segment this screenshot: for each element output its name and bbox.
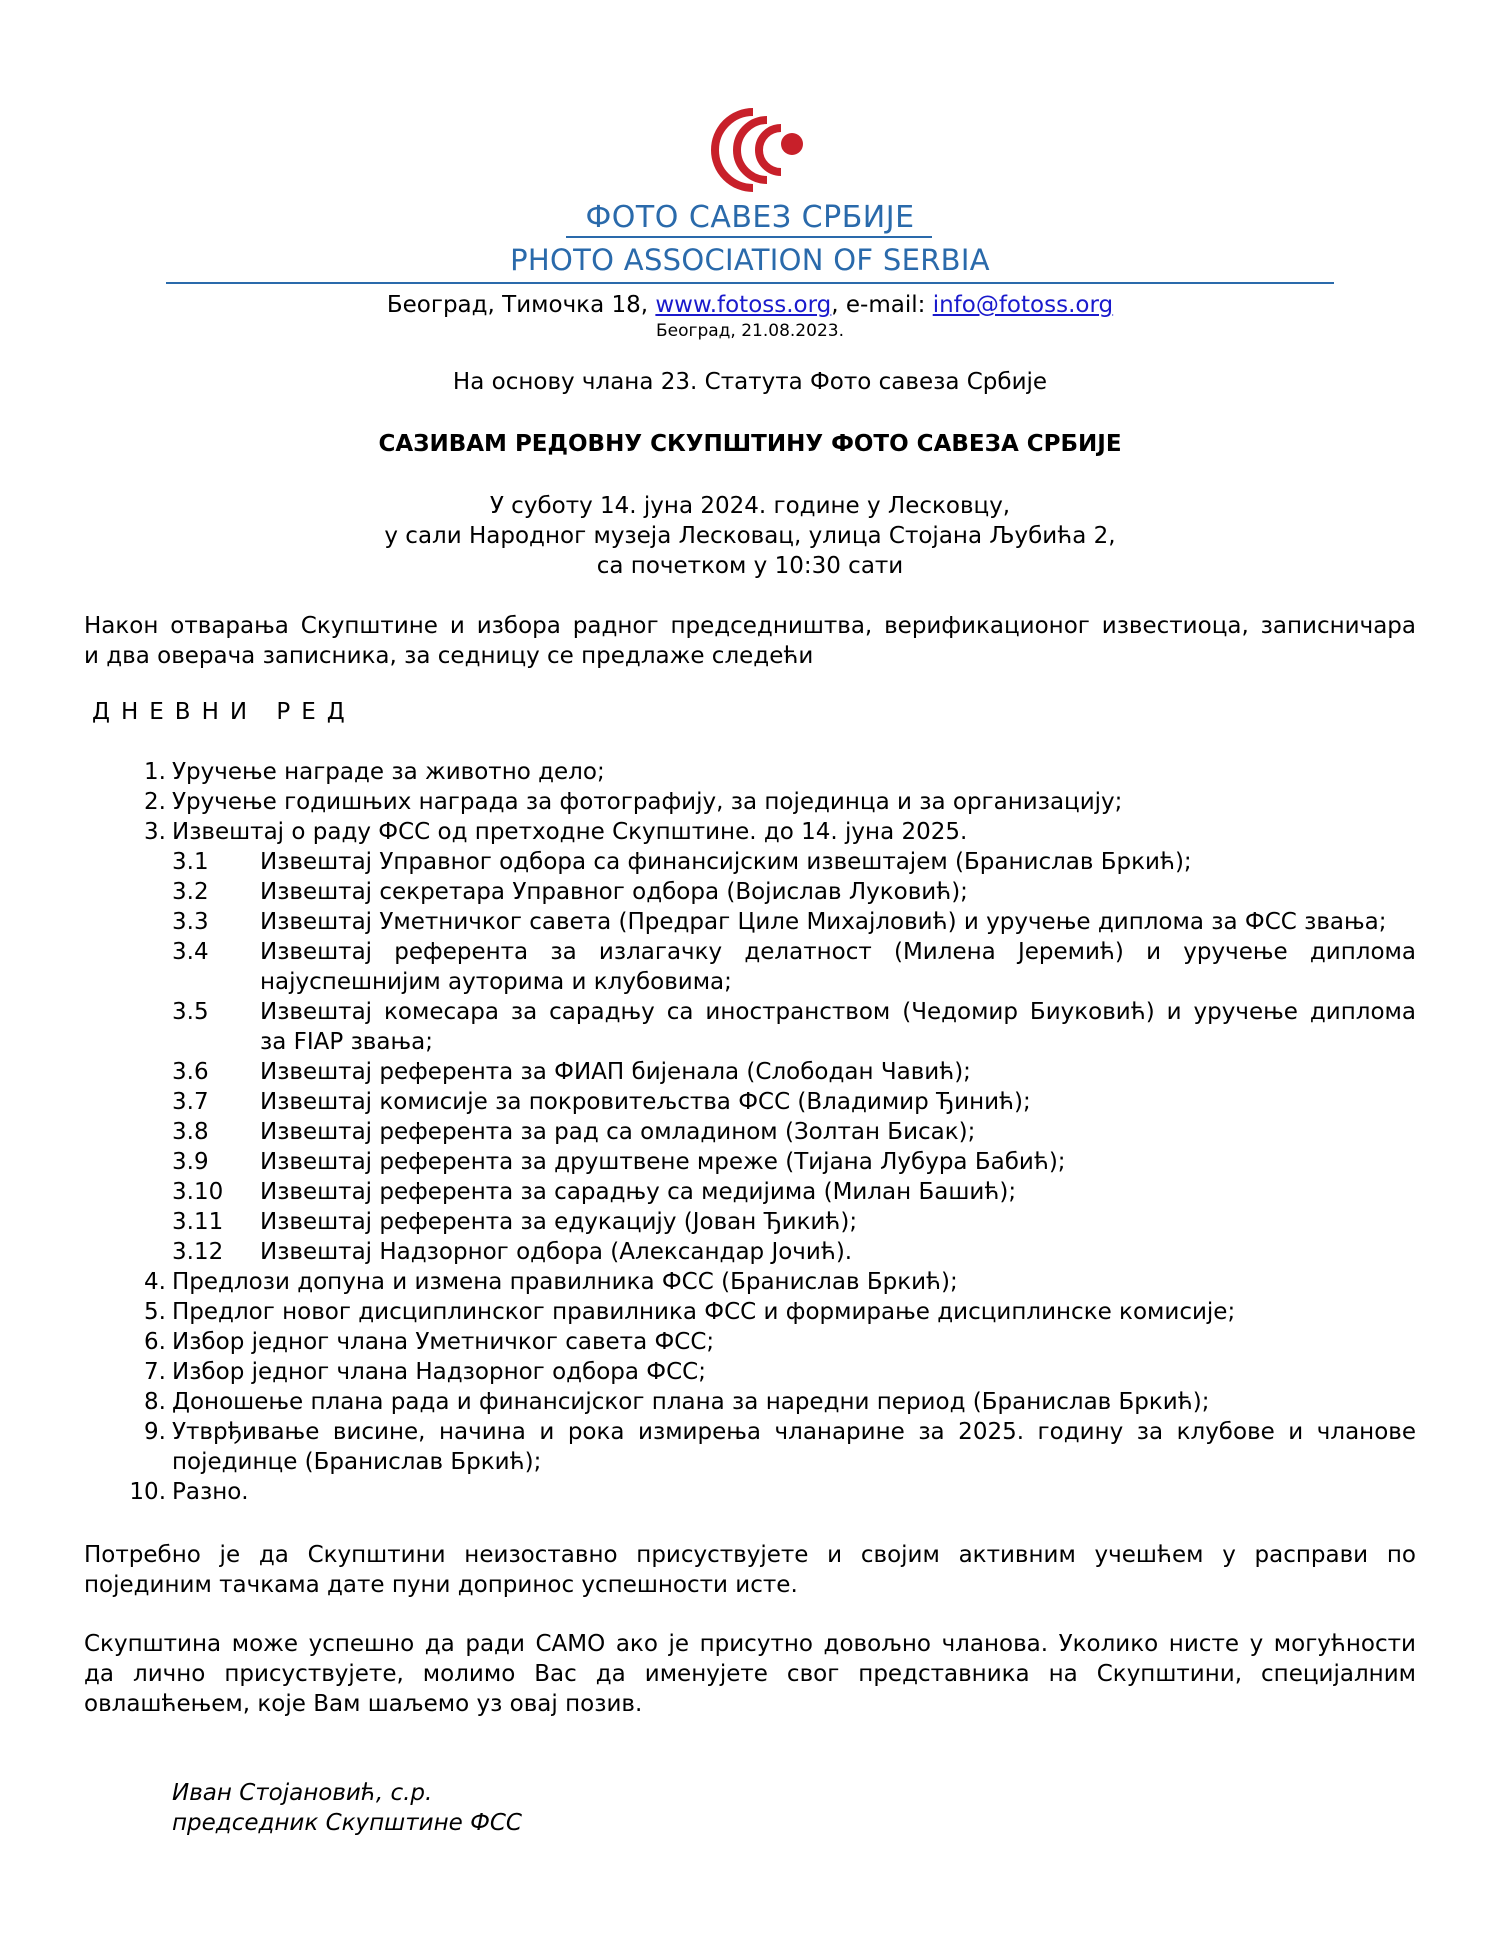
agenda-item-number: 4.: [144, 1269, 166, 1295]
org-name-serbian: ФОТО САВЕЗ СРБИЈЕ: [585, 200, 915, 235]
signature-name: Иван Стојановић, с.р.: [172, 1780, 433, 1806]
agenda-subitem-number: 3.5: [172, 999, 209, 1025]
header-divider: [166, 282, 1334, 284]
agenda-item: [0, 787, 1500, 817]
agenda-item-number: 8.: [144, 1389, 166, 1415]
agenda-item: [0, 1417, 1500, 1477]
agenda-item-number: 6.: [144, 1329, 166, 1355]
agenda-subitem: [0, 877, 1500, 907]
agenda-item: [0, 1267, 1500, 1297]
agenda-subitem-number: 3.6: [172, 1059, 209, 1085]
agenda-subitem-number: 3.8: [172, 1119, 209, 1145]
closing-paragraph-1: [84, 1540, 1416, 1600]
signature-title: председник Скупштине ФСС: [172, 1810, 522, 1836]
agenda-subitem-text: Извештај Уметничког савета (Предраг Циле Михајловић) и уручење диплома за ФСС звања;: [260, 909, 1387, 935]
agenda-subitem: [0, 1057, 1500, 1087]
agenda-item: [0, 1477, 1500, 1507]
agenda-title: ДНЕВНИ РЕД: [92, 699, 356, 725]
agenda-subitem: [0, 997, 1500, 1057]
meeting-line-2: у сали Народног музеја Лесковац, улица Стојана Љубића 2,: [384, 523, 1116, 549]
document-date: Београд, 21.08.2023.: [656, 321, 844, 341]
agenda-item-text: Предлози допуна и измена правилника ФСС (Бранислав Бркић);: [172, 1269, 958, 1295]
agenda-item-number: 10.: [129, 1479, 166, 1505]
intro-line-1: Након отварања Скупштине и избора радног председништва, верификационог известиоца, записничара: [84, 613, 1416, 639]
agenda-subitem-number: 3.7: [172, 1089, 209, 1115]
closing-paragraph-2: [84, 1629, 1416, 1719]
closing1-line-1: Потребно је да Скупштини неизоставно присуствујете и својим активним учешћем у расправи по: [84, 1542, 1416, 1568]
agenda-item-text: Избор једног члана Надзорног одбора ФСС;: [172, 1359, 706, 1385]
agenda-item-text: Доношење плана рада и финансијског плана за наредни период (Бранислав Бркић);: [172, 1389, 1210, 1415]
agenda-item: [0, 1357, 1500, 1387]
agenda-item: [0, 1327, 1500, 1357]
agenda-item-text: Предлог новог дисциплинског правилника ФСС и формирање дисциплинске комисије;: [172, 1299, 1236, 1325]
agenda-item: [0, 817, 1500, 847]
closing1-line-2: појединим тачкама дате пуни допринос успешности исте.: [84, 1572, 798, 1598]
agenda-subitem-number: 3.10: [172, 1179, 224, 1205]
agenda-item-text: Утврђивање висине, начина и рока измирења чланарине за 2025. годину за клубове и чланове: [172, 1419, 1416, 1445]
agenda-item-number: 1.: [144, 759, 166, 785]
agenda-item-number: 3.: [144, 819, 166, 845]
intro-line-2: и два оверача записника, за седницу се предлаже следећи: [84, 643, 814, 669]
agenda-item: [0, 1387, 1500, 1417]
agenda-item-text: Уручење годишњих награда за фотографију, за појединца и за организацију;: [172, 789, 1123, 815]
agenda-subitem-number: 3.12: [172, 1239, 224, 1265]
closing2-line-1: Скупштина може успешно да ради САМО ако је присутно довољно чланова. Уколико нисте у могућности: [84, 1631, 1416, 1657]
agenda-subitem-number: 3.9: [172, 1149, 209, 1175]
agenda-subitem-number: 3.1: [172, 849, 209, 875]
agenda-subitem-text: Извештај референта за друштвене мреже (Тијана Лубура Бабић);: [260, 1149, 1066, 1175]
intro-paragraph: [84, 611, 1416, 671]
agenda-subitem-number: 3.11: [172, 1209, 224, 1235]
preamble: На основу члана 23. Статута Фото савеза Србије: [452, 369, 1048, 395]
agenda-subitem-text: Извештај секретара Управног одбора (Војислав Луковић);: [260, 879, 968, 905]
agenda-item-number: 7.: [144, 1359, 166, 1385]
agenda-item-text: појединце (Бранислав Бркић);: [172, 1449, 542, 1475]
agenda-item-number: 9.: [144, 1419, 166, 1445]
agenda-item-text: Разно.: [172, 1479, 249, 1505]
agenda-item-number: 5.: [144, 1299, 166, 1325]
agenda-subitem-text: Извештај комесара за сарадњу са иностранством (Чедомир Биуковић) и уручење диплома: [260, 999, 1416, 1025]
agenda-subitem-text: Извештај Надзорног одбора (Александар Јочић).: [260, 1239, 853, 1265]
agenda-subitem-text: Извештај референта за рад са омладином (Золтан Бисак);: [260, 1119, 976, 1145]
agenda-subitem-text: Извештај референта за излагачку делатност (Милена Јеремић) и уручење диплома: [260, 939, 1416, 965]
agenda-item-number: 2.: [144, 789, 166, 815]
agenda-subitem: [0, 1147, 1500, 1177]
address-line: [0, 290, 1500, 320]
agenda-subitem-text: Извештај Управног одбора са финансијским извештајем (Бранислав Бркић);: [260, 849, 1192, 875]
agenda-subitem: [0, 1087, 1500, 1117]
header-divider-short: [566, 236, 932, 238]
email-link[interactable]: info@fotoss.org: [932, 292, 1114, 318]
agenda-subitem: [0, 907, 1500, 937]
agenda-subitem-text: Извештај референта за едукацију (Јован Ђикић);: [260, 1209, 858, 1235]
agenda-subitem-text: Извештај референта за ФИАП бијенала (Слободан Чавић);: [260, 1059, 971, 1085]
agenda-item: [0, 757, 1500, 787]
address-text: Београд, Тимочка 18,: [386, 292, 656, 318]
document-heading: САЗИВАМ РЕДОВНУ СКУПШТИНУ ФОТО САВЕЗА СРБИЈЕ: [378, 431, 1122, 457]
agenda-subitem-text: најуспешнијим ауторима и клубовима;: [260, 969, 732, 995]
photo-association-logo: [693, 84, 811, 202]
agenda-subitem-number: 3.2: [172, 879, 209, 905]
agenda-subitem: [0, 847, 1500, 877]
agenda-subitem: [0, 1207, 1500, 1237]
meeting-line-1: У суботу 14. јуна 2024. године у Лесковцу,: [489, 493, 1011, 519]
agenda-item-text: Уручење награде за животно дело;: [172, 759, 605, 785]
agenda-subitem-number: 3.4: [172, 939, 209, 965]
meeting-line-3: са почетком у 10:30 сати: [596, 553, 904, 579]
closing2-line-3: овлашћењем, које Вам шаљемо уз овај позив.: [84, 1691, 643, 1717]
agenda-subitem: [0, 1237, 1500, 1267]
agenda-item-text: Избор једног члана Уметничког савета ФСС;: [172, 1329, 715, 1355]
agenda-subitem: [0, 937, 1500, 997]
org-name-english: PHOTO ASSOCIATION OF SERBIA: [510, 243, 990, 277]
agenda-item-text: Извештај о раду ФСС од претходне Скупштине. до 14. јуна 2025.: [172, 819, 968, 845]
agenda-subitem-text: Извештај комисије за покровитељства ФСС (Владимир Ђинић);: [260, 1089, 1031, 1115]
agenda-subitem-text: за FIAP звања;: [260, 1029, 433, 1055]
agenda-subitem: [0, 1117, 1500, 1147]
agenda-subitem: [0, 1177, 1500, 1207]
email-label: , e-mail:: [831, 292, 933, 318]
agenda-subitem-text: Извештај референта за сарадњу са медијима (Милан Башић);: [260, 1179, 1017, 1205]
website-link[interactable]: www.fotoss.org: [655, 292, 832, 318]
agenda-item: [0, 1297, 1500, 1327]
closing2-line-2: да лично присуствујете, молимо Вас да именујете свог представника на Скупштини, специјалним: [84, 1661, 1416, 1687]
agenda-subitem-number: 3.3: [172, 909, 209, 935]
